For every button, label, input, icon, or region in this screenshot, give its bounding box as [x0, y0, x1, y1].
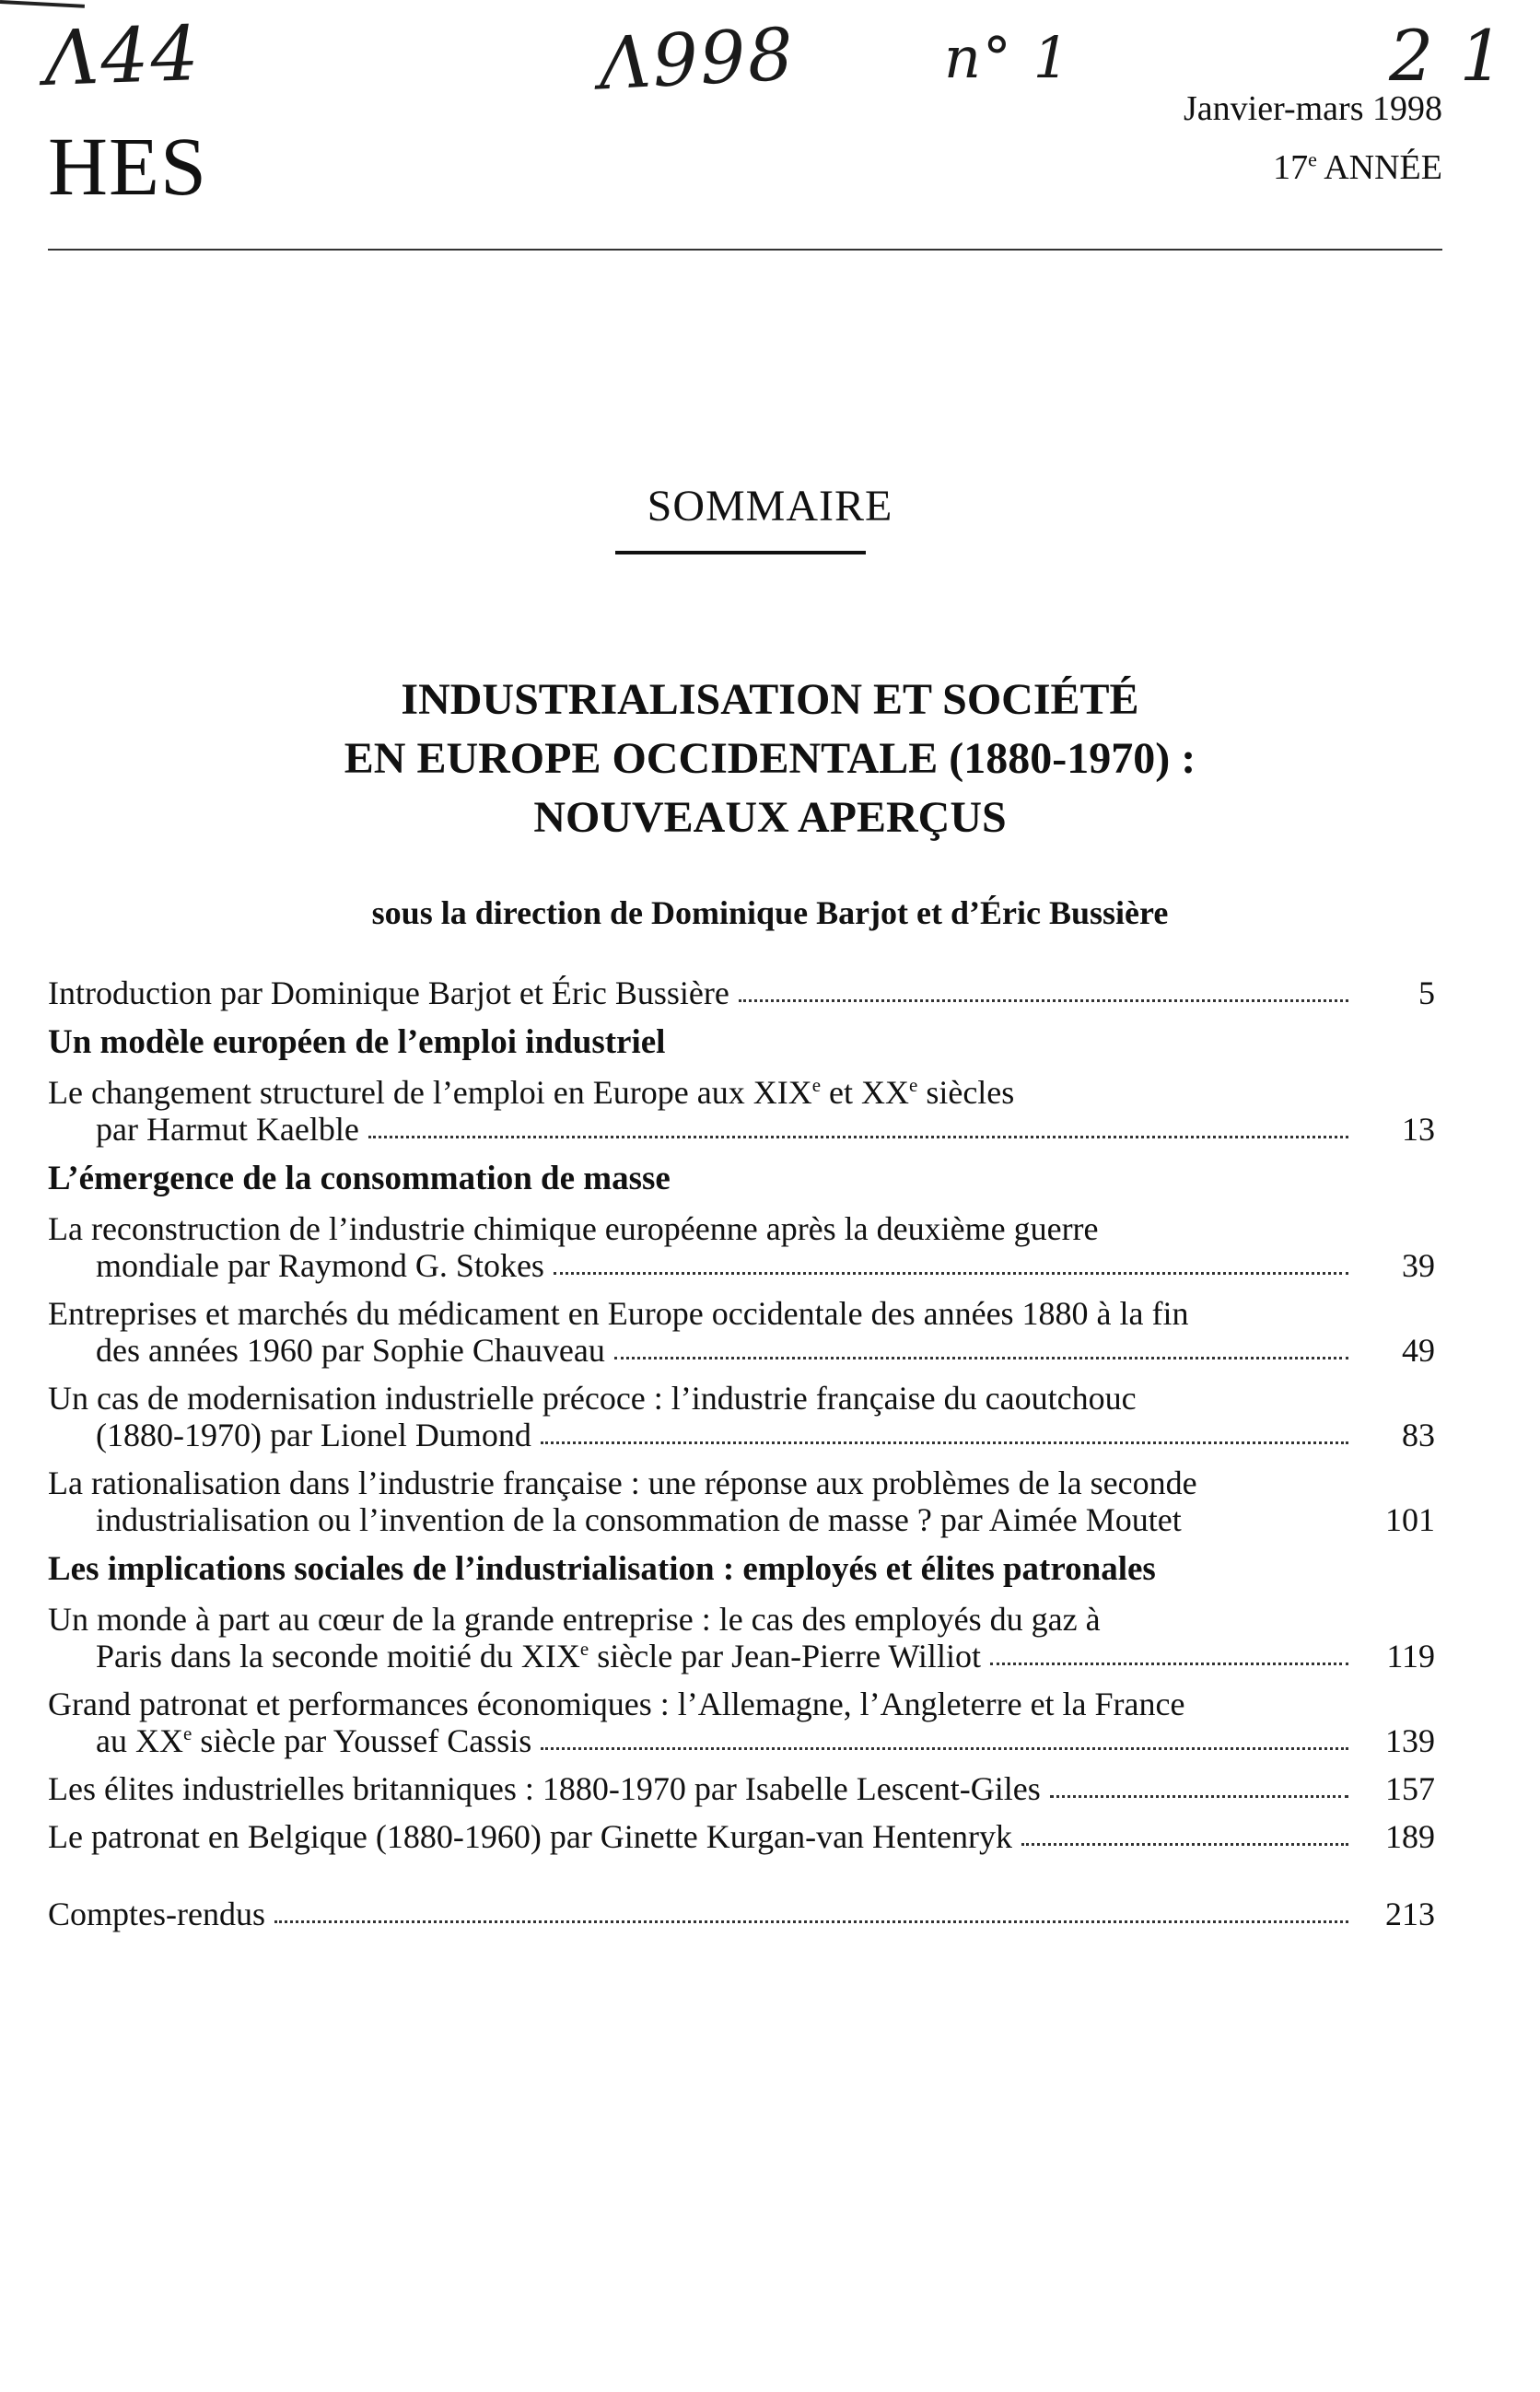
leader-dots — [368, 1136, 1348, 1138]
handwritten-annotation-4: 2 1 — [1389, 15, 1506, 97]
leader-dots — [554, 1272, 1348, 1275]
table-of-contents — [48, 974, 1435, 1932]
superscript: e — [811, 1074, 822, 1096]
dossier-title-line-2: EN EUROPE OCCIDENTALE (1880-1970) : — [344, 734, 1196, 783]
journal-code: HES — [48, 122, 208, 213]
toc-entry-introduction[interactable] — [48, 974, 1435, 1011]
toc-entry-williot[interactable] — [48, 1601, 1435, 1674]
toc-entry-text: Les élites industrielles britanniques : 1880-1970 par Isabelle Lescent-Giles — [48, 1770, 1041, 1807]
toc-section-heading-2: L’émergence de la consommation de masse — [48, 1160, 671, 1197]
toc-entry-moutet[interactable] — [48, 1464, 1435, 1538]
title-underline — [615, 551, 866, 554]
leader-dots — [274, 1920, 1348, 1923]
toc-entry-line-1: Grand patronat et performances économiques : l’Allemagne, l’Angleterre et la France — [48, 1686, 1185, 1722]
toc-entry-text: Introduction par Dominique Barjot et Éric Bussière — [48, 974, 729, 1011]
toc-page-number: 83 — [1402, 1417, 1435, 1453]
dossier-title — [0, 671, 1540, 847]
text-part: siècles — [917, 1074, 1015, 1111]
toc-entry-text: Comptes-rendus — [48, 1896, 265, 1932]
toc-page-number: 189 — [1385, 1818, 1435, 1855]
corner-scan-mark — [0, 0, 85, 8]
leader-dots — [1021, 1843, 1348, 1846]
leader-dots — [990, 1663, 1348, 1665]
toc-entry-line-1: Un monde à part au cœur de la grande entreprise : le cas des employés du gaz à — [48, 1601, 1101, 1638]
toc-entry-dumond[interactable] — [48, 1380, 1435, 1453]
issue-date: Janvier-mars 1998 — [1184, 89, 1442, 128]
toc-page-number: 139 — [1385, 1722, 1435, 1759]
toc-entry-kaelble[interactable] — [48, 1074, 1435, 1148]
toc-page-number: 101 — [1385, 1501, 1435, 1538]
leader-dots — [1050, 1795, 1348, 1798]
leader-dots — [541, 1747, 1348, 1750]
toc-page-number: 49 — [1402, 1332, 1435, 1369]
toc-page-number: 5 — [1418, 974, 1435, 1011]
toc-entry-cassis[interactable] — [48, 1686, 1435, 1759]
toc-entry-line-1: Entreprises et marchés du médicament en Europe occidentale des années 1880 à la fin — [48, 1295, 1189, 1332]
issue-year — [1273, 147, 1442, 188]
toc-entry-line-1: La rationalisation dans l’industrie française : une réponse aux problèmes de la seconde — [48, 1464, 1197, 1501]
toc-entry-comptes-rendus[interactable] — [48, 1896, 1435, 1932]
dossier-direction: sous la direction de Dominique Barjot et d’Éric Bussière — [371, 894, 1169, 931]
superscript: e — [182, 1722, 192, 1744]
toc-entry-kurgan[interactable] — [48, 1818, 1435, 1855]
toc-entry-line-2: des années 1960 par Sophie Chauveau — [96, 1332, 605, 1369]
leader-dots — [739, 999, 1348, 1002]
toc-entry-stokes[interactable] — [48, 1210, 1435, 1284]
issue-year-label: ANNÉE — [1324, 148, 1442, 187]
toc-entry-line-1 — [48, 1074, 1435, 1111]
handwritten-annotation-2: Λ998 — [596, 13, 798, 107]
text-part: siècle par Jean-Pierre Williot — [589, 1638, 981, 1674]
toc-entry-line-2 — [96, 1722, 531, 1759]
dossier-title-line-1: INDUSTRIALISATION ET SOCIÉTÉ — [401, 675, 1139, 724]
toc-page-number: 157 — [1385, 1770, 1435, 1807]
text-part: Paris dans la seconde moitié du XIX — [96, 1638, 580, 1674]
toc-entry-chauveau[interactable] — [48, 1295, 1435, 1369]
leader-dots — [614, 1357, 1348, 1359]
superscript: e — [579, 1638, 589, 1660]
toc-entry-line-2: par Harmut Kaelble — [96, 1111, 359, 1148]
toc-section-heading-3: Les implications sociales de l’industrialisation : employés et élites patronales — [48, 1550, 1156, 1588]
issue-year-sup: e — [1308, 147, 1317, 171]
toc-entry-line-2 — [96, 1638, 981, 1674]
toc-section-heading-1: Un modèle européen de l’emploi industriel — [48, 1023, 666, 1061]
text-part: au XX — [96, 1722, 183, 1759]
page-title: SOMMAIRE — [647, 482, 893, 531]
toc-entry-line-2: mondiale par Raymond G. Stokes — [96, 1247, 544, 1284]
handwritten-annotation-1: Λ44 — [42, 10, 203, 103]
header-rule — [48, 249, 1442, 251]
dossier-title-line-3: NOUVEAUX APERÇUS — [533, 793, 1007, 842]
toc-page-number: 13 — [1402, 1111, 1435, 1148]
toc-page-number: 39 — [1402, 1247, 1435, 1284]
issue-year-number: 17 — [1273, 148, 1309, 187]
handwritten-annotation-3: n° 1 — [944, 24, 1072, 91]
text-part: siècle par Youssef Cassis — [192, 1722, 532, 1759]
toc-entry-line-1: La reconstruction de l’industrie chimique européenne après la deuxième guerre — [48, 1210, 1099, 1247]
toc-entry-lescent-giles[interactable] — [48, 1770, 1435, 1807]
toc-page-number: 213 — [1385, 1896, 1435, 1932]
leader-dots — [541, 1441, 1348, 1444]
text-part: et XX — [821, 1074, 909, 1111]
text-part: Le changement structurel de l’emploi en Europe aux XIX — [48, 1074, 812, 1111]
toc-entry-line-2: industrialisation ou l’invention de la consommation de masse ? par Aimée Moutet — [96, 1501, 1182, 1538]
toc-entry-line-2: (1880-1970) par Lionel Dumond — [96, 1417, 531, 1453]
toc-entry-line-1: Un cas de modernisation industrielle précoce : l’industrie française du caoutchouc — [48, 1380, 1137, 1417]
toc-page-number: 119 — [1386, 1638, 1435, 1674]
toc-entry-text: Le patronat en Belgique (1880-1960) par Ginette Kurgan-van Hentenryk — [48, 1818, 1012, 1855]
superscript: e — [909, 1074, 918, 1096]
